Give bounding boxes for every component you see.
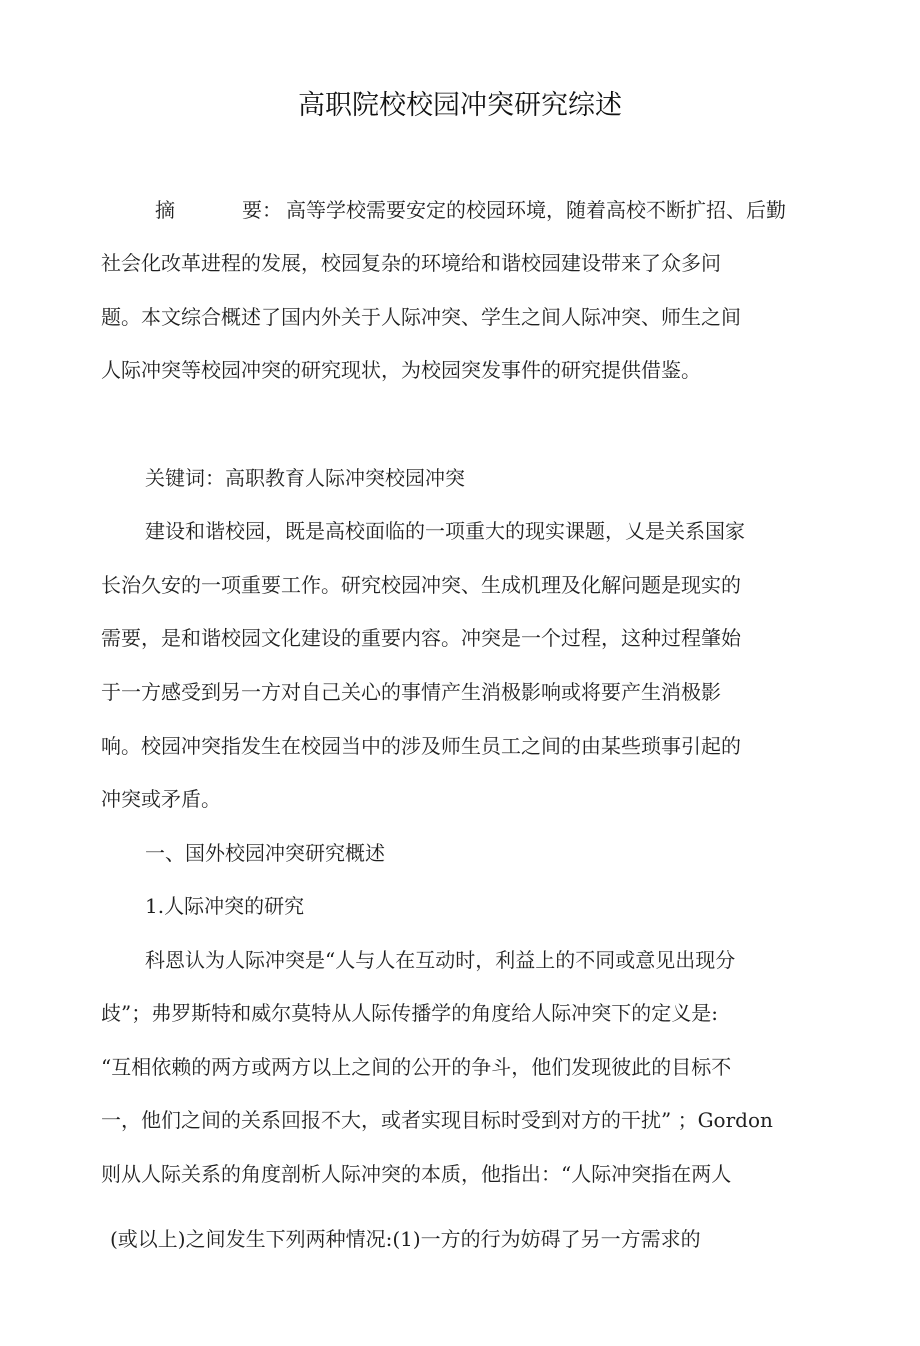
abstract-line: 人际冲突等校园冲突的研究现状，为校园突发事件的研究提供借鉴。 [101,358,701,382]
subsection-heading: 1.人际冲突的研究 [145,894,305,918]
abstract-label-left: 摘 [155,198,175,222]
abstract-line: 社会化改革进程的发展，校园复杂的环境给和谐校园建设带来了众多问 [101,251,721,275]
abstract-line: 题。本文综合概述了国内外关于人际冲突、学生之间人际冲突、师生之间 [101,305,741,329]
body-line: 歧”；弗罗斯特和威尔莫特从人际传播学的角度给人际冲突下的定义是: [101,1001,718,1025]
abstract-label-right: 要： [242,198,282,222]
intro-line: 长治久安的一项重要工作。研究校园冲突、生成机理及化解问题是现实的 [101,573,741,597]
document-title: 高职院校校园冲突研究综述 [298,90,622,121]
body-line: 一，他们之间的关系回报不大，或者实现目标时受到对方的干扰” ；Gordon [101,1108,773,1132]
intro-line: 响。校园冲突指发生在校园当中的涉及师生员工之间的由某些琐事引起的 [101,734,741,758]
body-line: (或以上)之间发生下列两种情况:(1)一方的行为妨碍了另一方需求的 [110,1227,701,1251]
body-line: 科恩认为人际冲突是“人与人在互动时，利益上的不同或意见出现分 [145,948,736,972]
intro-line: 需要，是和谐校园文化建设的重要内容。冲突是一个过程，这种过程肇始 [101,626,741,650]
intro-line: 冲突或矛盾。 [101,787,221,811]
body-line: 则从人际关系的角度剖析人际冲突的本质，他指出：“人际冲突指在两人 [101,1162,732,1186]
abstract-line: 高等学校需要安定的校园环境，随着高校不断扩招、后勤 [286,198,786,222]
intro-line: 于一方感受到另一方对自己关心的事情产生消极影响或将要产生消极影 [101,680,721,704]
keywords-line: 关键词：高职教育人际冲突校园冲突 [145,466,465,490]
body-line: “互相依赖的两方或两方以上之间的公开的争斗，他们发现彼此的目标不 [101,1055,732,1079]
section-heading: 一、国外校园冲突研究概述 [145,841,385,865]
intro-line: 建设和谐校园，既是高校面临的一项重大的现实课题，乂是关系国家 [145,519,745,543]
